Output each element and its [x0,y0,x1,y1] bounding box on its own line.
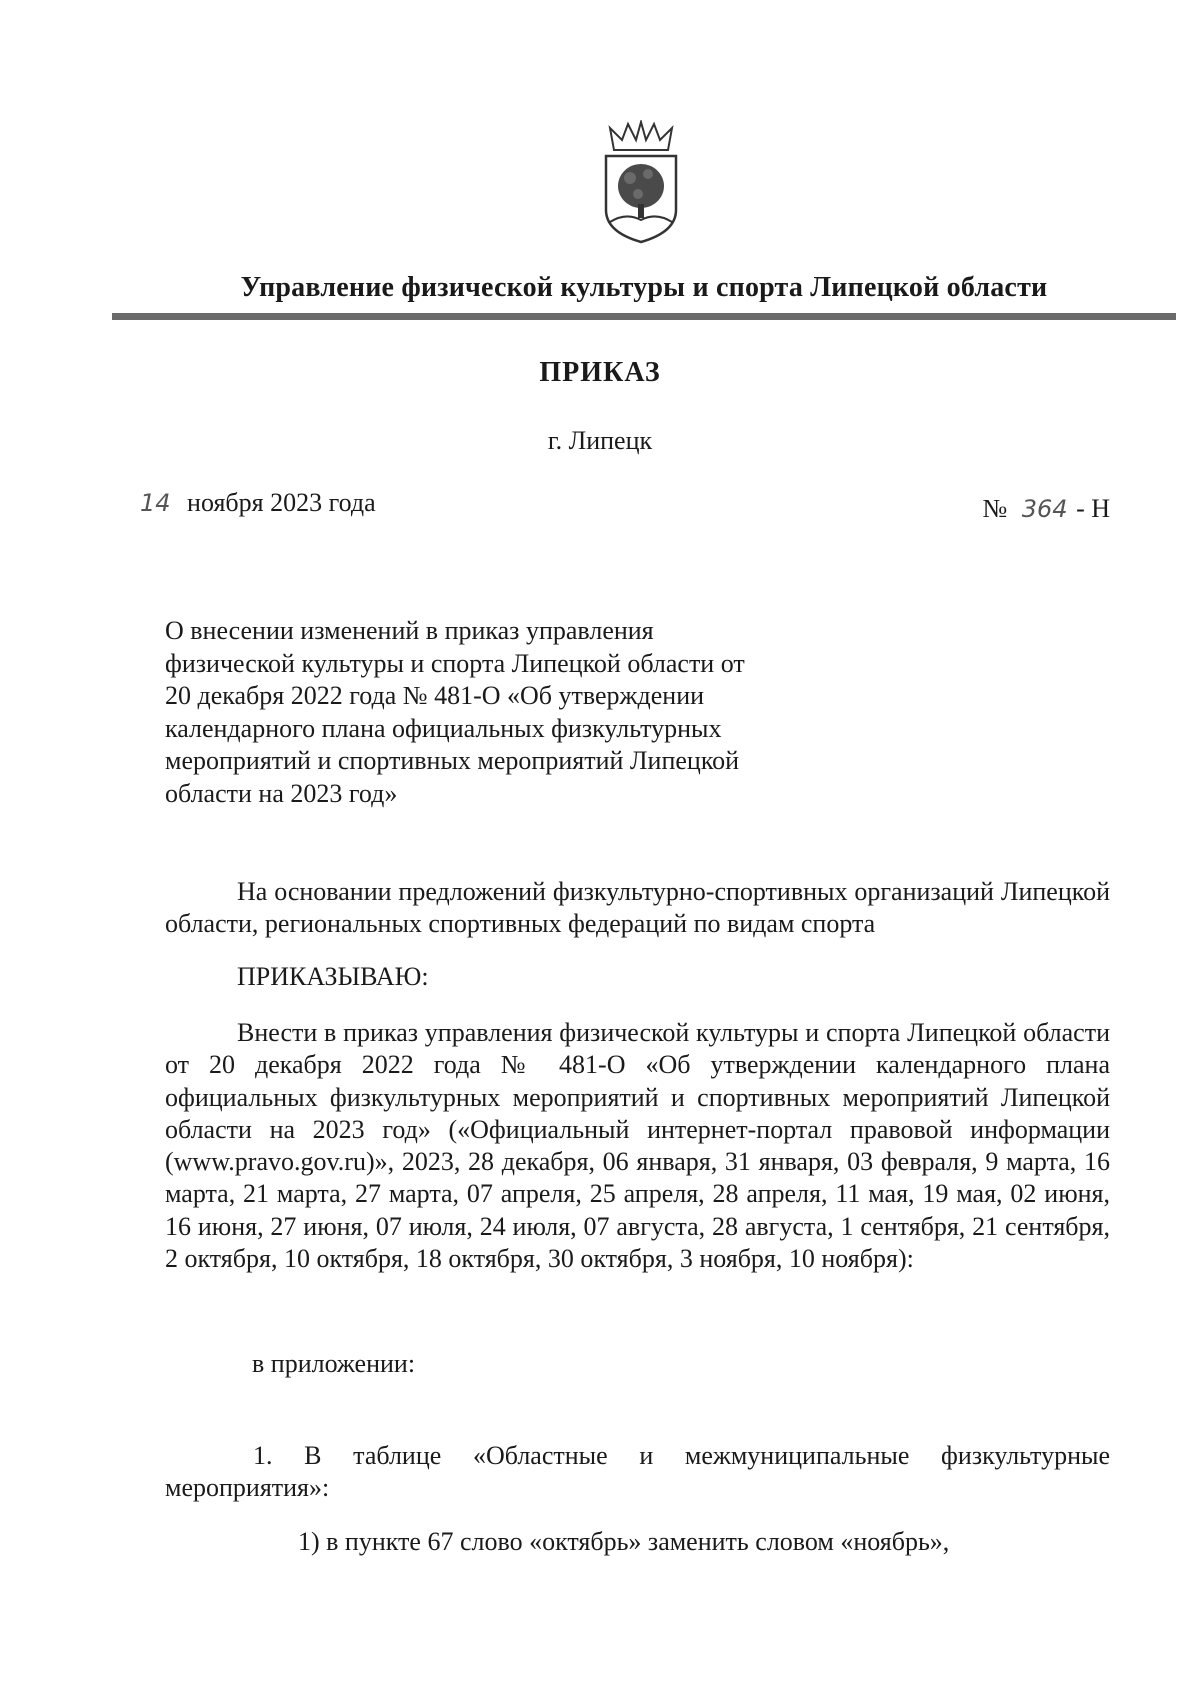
number-prefix: № [982,494,1008,523]
handwritten-day: 14 [140,489,171,517]
document-city: г. Липецк [547,426,653,455]
item-1: 1. В таблице «Областные и межмуниципальные физкультурные мероприятия»: [165,1441,1110,1503]
order-word: ПРИКАЗЫВАЮ: [237,962,429,991]
header-divider [112,313,1176,320]
subitem-1: 1) в пункте 67 слово «октябрь» заменить словом «ноябрь», [298,1527,950,1556]
basis-paragraph: На основании предложений физкультурно-спортивных организаций Липецкой области, региональных спортивных федераций по видам спорта [165,877,1110,939]
appendix-heading: в приложении: [252,1349,416,1378]
organization-name: Управление физической культуры и спорта Липецкой области [240,272,1048,303]
document-number [982,494,1110,524]
document-date [140,488,376,518]
lipetsk-coat-of-arms-icon [596,120,686,245]
number-suffix: - Н [1076,494,1110,523]
date-text: ноября 2023 года [187,488,376,517]
main-paragraph: Внести в приказ управления физической культуры и спорта Липецкой области от 20 декабря 2022 года № 481-О «Об утверждении календарного плана официальных физкультурных мероприятий и спортивных мероприятий Липецкой области на 2023 год» («Официальный интернет-портал правовой информации (www.pravo.gov.ru)», 2023, 28 декабря, 06 января, 31 января, 03 февраля, 9 марта, 16 марта, 21 марта, 27 марта, 07 апреля, 25 апреля, 28 апреля, 11 мая, 19 мая, 02 июня, 16 июня, 27 июня, 07 июля, 24 июля, 07 августа, 28 августа, 1 сентября, 21 сентября, 2 октября, 10 октября, 18 октября, 30 октября, 3 ноября, 10 ноября): [165,1018,1110,1274]
document-title: ПРИКАЗ [539,357,661,388]
handwritten-number: 364 [1021,495,1068,523]
document-subject: О внесении изменений в приказ управления физической культуры и спорта Липецкой области от 20 декабря 2022 года № 481-О «Об утверждении календарного плана официальных физкультурных мероприятий и спортивных мероприятий Липецкой области на 2023 год» [165,616,745,808]
